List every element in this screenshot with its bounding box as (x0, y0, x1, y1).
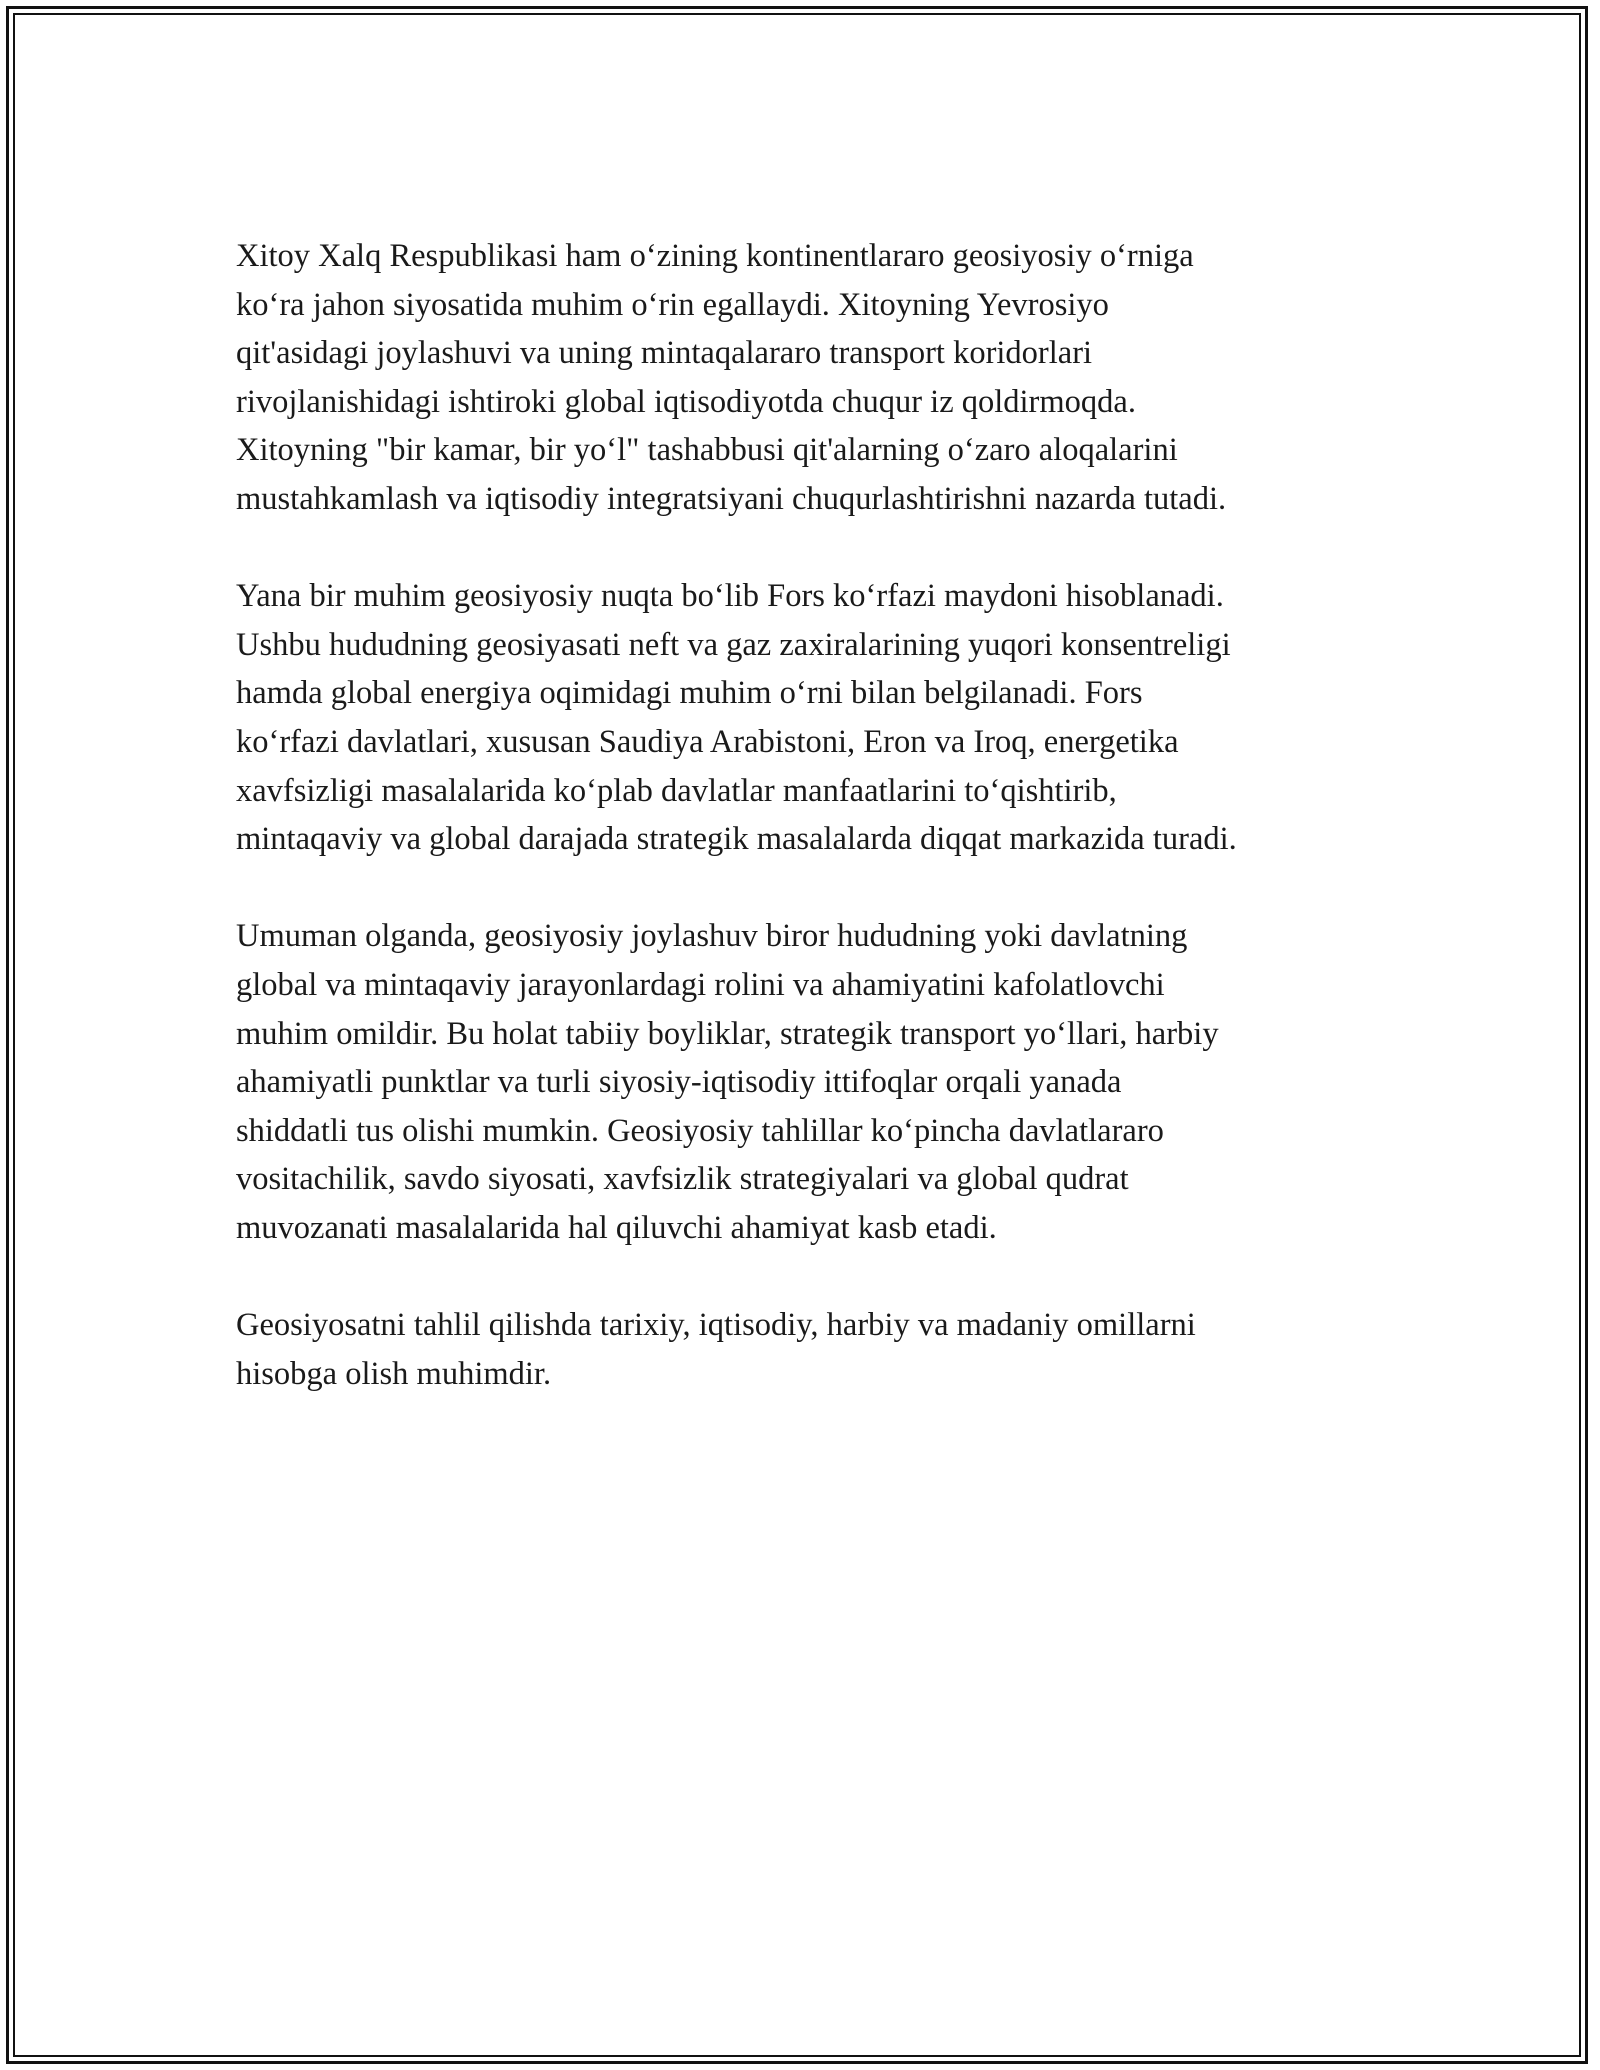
paragraph-conclusion (236, 1301, 1416, 1398)
text-line: Ushbu hududning geosiyasati neft va gaz zaxiralarining yuqori konsentreligi (236, 626, 1231, 663)
text-line: xavfsizligi masalalarida ko‘plab davlatlar manfaatlarini to‘qishtirib, (236, 772, 1117, 809)
document-body (236, 232, 1416, 1447)
text-line: qit'asidagi joylashuvi va uning mintaqalararo transport koridorlari (236, 335, 1093, 372)
text-line: Umuman olganda, geosiyosiy joylashuv biror hududning yoki davlatning (236, 918, 1188, 955)
text-line: muvozanati masalalarida hal qiluvchi ahamiyat kasb etadi. (236, 1209, 997, 1246)
text-line: Xitoy Xalq Respublikasi ham o‘zining kontinentlararo geosiyosiy o‘rniga (236, 238, 1194, 274)
text-line: Xitoyning "bir kamar, bir yo‘l" tashabbusi qit'alarning o‘zaro aloqalarini (236, 432, 1178, 469)
text-line: global va mintaqaviy jarayonlardagi rolini va ahamiyatini kafolatlovchi (236, 966, 1165, 1003)
text-line: shiddatli tus olishi mumkin. Geosiyosiy tahlillar ko‘pincha davlatlararo (236, 1112, 1164, 1149)
text-line: ko‘ra jahon siyosatida muhim o‘rin egallaydi. Xitoyning Yevrosiyo (236, 286, 1109, 323)
text-line: rivojlanishidagi ishtiroki global iqtisodiyotda chuqur iz qoldirmoqda. (236, 383, 1136, 420)
text-line: Geosiyosatni tahlil qilishda tarixiy, iqtisodiy, harbiy va madaniy omillarni (236, 1307, 1196, 1344)
text-line: mustahkamlash va iqtisodiy integratsiyani chuqurlashtirishni nazarda tutadi. (236, 480, 1227, 517)
text-line: muhim omildir. Bu holat tabiiy boyliklar, strategik transport yo‘llari, harbiy (236, 1015, 1219, 1052)
text-line: mintaqaviy va global darajada strategik masalalarda diqqat markazida turadi. (236, 821, 1237, 858)
text-line: hisobga olish muhimdir. (236, 1355, 552, 1392)
text-line: ko‘rfazi davlatlari, xususan Saudiya Arabistoni, Eron va Iroq, energetika (236, 723, 1179, 760)
paragraph-persian-gulf (236, 572, 1416, 864)
text-line: hamda global energiya oqimidagi muhim o‘rni bilan belgilanadi. Fors (236, 675, 1143, 712)
paragraph-china (236, 232, 1416, 524)
text-line: ahamiyatli punktlar va turli siyosiy-iqtisodiy ittifoqlar orqali yanada (236, 1064, 1122, 1101)
text-line: Yana bir muhim geosiyosiy nuqta bo‘lib Fors ko‘rfazi maydoni hisoblanadi. (236, 578, 1224, 615)
text-line: vositachilik, savdo siyosati, xavfsizlik strategiyalari va global qudrat (236, 1161, 1129, 1198)
paragraph-general (236, 912, 1416, 1252)
